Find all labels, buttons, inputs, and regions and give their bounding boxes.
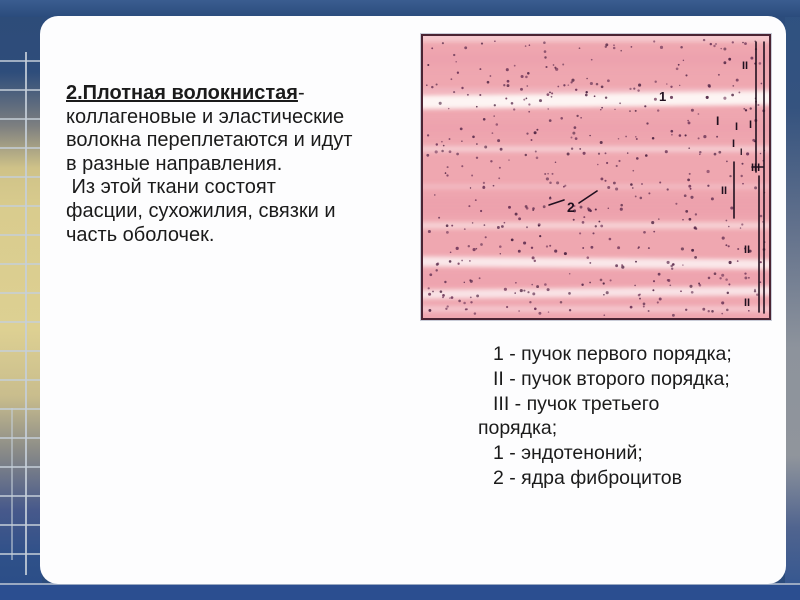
- background-right-band: [785, 0, 800, 600]
- legend-line: порядка;: [478, 417, 558, 440]
- grid-line-vertical: [11, 408, 13, 560]
- term-title: 2.Плотная волокнистая: [66, 82, 298, 104]
- text-line: часть оболочек.: [66, 223, 215, 246]
- micrograph-label: II: [744, 244, 751, 256]
- text-line: в разные направления.: [66, 152, 283, 175]
- title-dash: -: [297, 82, 305, 104]
- figure-legend: [478, 342, 768, 491]
- micrograph-canvas: [423, 36, 769, 318]
- micrograph-label: I: [735, 121, 739, 133]
- text-line: Из этой ткани состоят: [66, 176, 276, 199]
- text-line: коллагеновые и эластические: [66, 105, 345, 128]
- background-bottom-bar: [0, 583, 800, 600]
- legend-line: 1 - эндотеноний;: [493, 442, 643, 465]
- micrograph-label: I: [716, 114, 720, 128]
- background-left-band: [0, 0, 42, 600]
- micrograph-label: 2: [567, 199, 575, 215]
- legend-line: 2 - ядра фиброцитов: [493, 466, 682, 489]
- body-text: [66, 82, 411, 247]
- legend-line: 1 - пучок первого порядка;: [493, 343, 732, 365]
- text-line: волокна переплетаются и идут: [66, 129, 353, 152]
- background-top-band: [0, 0, 800, 17]
- legend-line: II - пучок второго порядка;: [493, 367, 730, 390]
- grid-lines-horizontal: [0, 60, 42, 575]
- text-title-line: [66, 82, 411, 106]
- micrograph-label: 1: [659, 89, 667, 104]
- micrograph-label: III: [751, 162, 761, 174]
- grid-line-vertical: [25, 52, 27, 575]
- micrograph-label: II: [744, 297, 751, 309]
- micrograph-label: II: [742, 60, 749, 72]
- micrograph-label: I: [732, 138, 736, 150]
- legend-line: III - пучок третьего: [493, 392, 660, 415]
- micrograph-label: I: [740, 147, 743, 157]
- micrograph-label: II: [721, 185, 728, 197]
- histology-micrograph: [421, 34, 771, 320]
- text-line: фасции, сухожилия, связки и: [66, 199, 336, 222]
- content-card: [40, 16, 786, 584]
- micrograph-label: I: [749, 119, 753, 131]
